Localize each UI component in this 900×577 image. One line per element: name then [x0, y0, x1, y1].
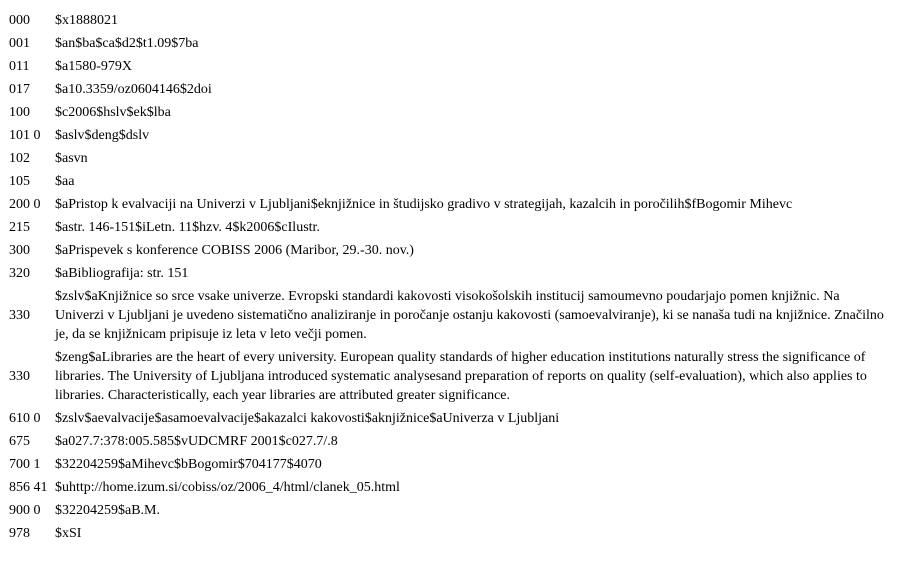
field-tag: 000 [9, 13, 30, 28]
field-tag: 675 [9, 434, 30, 449]
field-row [9, 193, 891, 216]
field-row [9, 407, 891, 430]
field-value: $zeng$aLibraries are the heart of every university. European quality standards of higher education institutions naturally stress the significance of libraries. The University of Ljubljana introduced systematic analysesand preparation of reports on quality (self-evaluation), which also applies to libraries. Characteristically, each year libraries are attributed greater significance. [55, 350, 867, 403]
field-tag: 978 [9, 526, 30, 541]
field-tag: 101 0 [9, 128, 41, 143]
field-value: $a027.7:378:005.585$vUDCMRF 2001$c027.7/.8 [55, 434, 338, 449]
field-row [9, 430, 891, 453]
field-value: $c2006$hslv$ek$lba [55, 105, 171, 120]
field-row [9, 170, 891, 193]
field-value: $uhttp://home.izum.si/cobiss/oz/2006_4/html/clanek_05.html [55, 480, 400, 495]
field-tag: 105 [9, 174, 30, 189]
field-row [9, 522, 891, 545]
field-value: $aa [55, 174, 75, 189]
field-value: $aPrispevek s konference COBISS 2006 (Maribor, 29.-30. nov.) [55, 243, 414, 258]
field-value: $32204259$aB.M. [55, 503, 160, 518]
field-value: $zslv$aevalvacije$asamoevalvacije$akazalci kakovosti$aknjižnice$aUniverza v Ljubljani [55, 411, 560, 426]
field-tag: 320 [9, 266, 30, 281]
field-tag: 200 0 [9, 197, 41, 212]
field-row [9, 476, 891, 499]
field-tag: 700 1 [9, 457, 41, 472]
field-row [9, 9, 891, 32]
field-row [9, 55, 891, 78]
field-value: $xSI [55, 526, 82, 541]
field-value: $astr. 146-151$iLetn. 11$hzv. 4$k2006$cIlustr. [55, 220, 320, 235]
field-value: $a1580-979X [55, 59, 132, 74]
field-value: $x1888021 [55, 13, 118, 28]
marc-record-table [9, 9, 891, 545]
field-tag: 100 [9, 105, 30, 120]
field-tag: 330 [9, 369, 30, 384]
field-value: $aPristop k evalvaciji na Univerzi v Ljubljani$eknjižnice in študijsko gradivo v strategijah, kazalcih in poročilih$fBogomir Mihevc [55, 197, 793, 212]
field-row [9, 239, 891, 262]
field-row [9, 262, 891, 285]
field-row [9, 346, 891, 407]
field-row [9, 499, 891, 522]
field-tag: 215 [9, 220, 30, 235]
field-row [9, 453, 891, 476]
field-tag: 017 [9, 82, 30, 97]
field-value: $aslv$deng$dslv [55, 128, 150, 143]
field-tag: 900 0 [9, 503, 41, 518]
field-value: $an$ba$ca$d2$t1.09$7ba [55, 36, 199, 51]
field-row [9, 124, 891, 147]
field-row [9, 101, 891, 124]
field-value: $asvn [55, 151, 88, 166]
field-tag: 856 41 [9, 480, 48, 495]
marc-record-body [9, 9, 891, 545]
field-tag: 610 0 [9, 411, 41, 426]
field-value: $aBibliografija: str. 151 [55, 266, 189, 281]
field-row [9, 216, 891, 239]
field-row [9, 32, 891, 55]
field-tag: 001 [9, 36, 30, 51]
field-tag: 300 [9, 243, 30, 258]
field-row [9, 147, 891, 170]
field-row [9, 285, 891, 346]
field-value: $a10.3359/oz0604146$2doi [55, 82, 212, 97]
field-row [9, 78, 891, 101]
field-value: $32204259$aMihevc$bBogomir$704177$4070 [55, 457, 322, 472]
field-tag: 102 [9, 151, 30, 166]
field-tag: 011 [9, 59, 30, 74]
field-tag: 330 [9, 308, 30, 323]
field-value: $zslv$aKnjižnice so srce vsake univerze. Evropski standardi kakovosti visokošolskih institucij samoumevno poudarjajo pomen knjižnic. Na Univerzi v Ljubljani je uvedeno sistematično analiziranje in poročanje ostanju kakovosti (samoevalviranje), ki se nanaša tudi na knjižnice. Značilno je, da se knjižnicam pripisuje iz leta v leto večji pomen. [55, 289, 884, 342]
